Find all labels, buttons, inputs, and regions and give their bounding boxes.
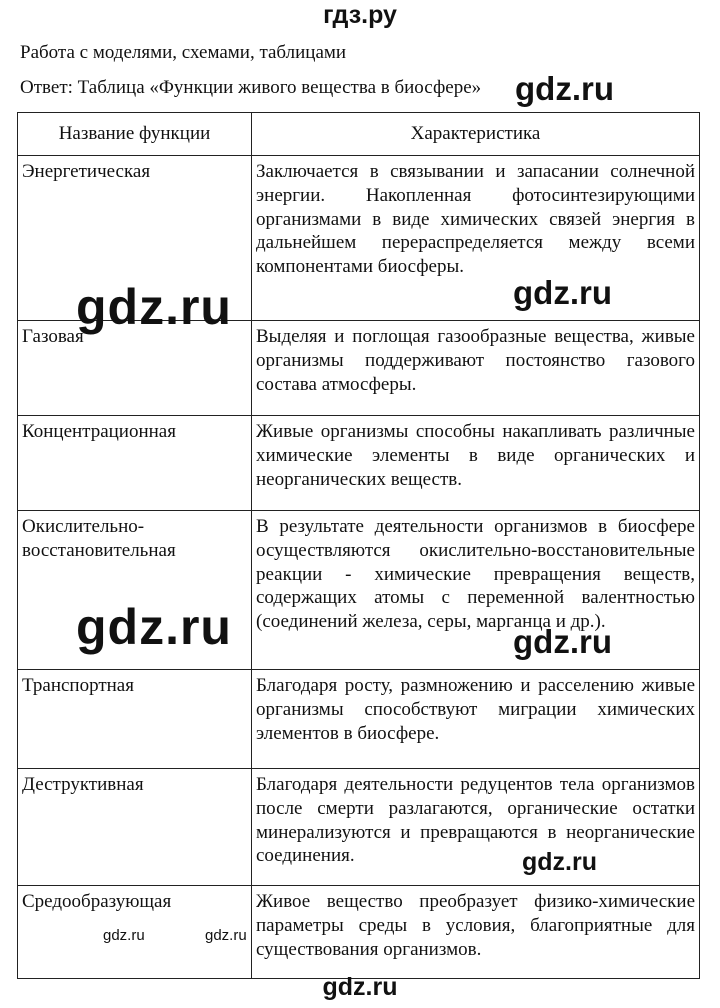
function-name-cell: Окислительно-восстановительная	[18, 511, 252, 670]
answer-line: Ответ: Таблица «Функции живого вещества в биосфере»	[20, 77, 482, 98]
watermark-medium: gdz.ru	[513, 623, 612, 660]
site-header: гдз.ру	[323, 1, 397, 29]
watermark-small: gdz.ru	[522, 848, 597, 876]
function-name-cell: Деструктивная	[18, 769, 252, 886]
table-row	[18, 416, 700, 511]
table-header-row	[18, 113, 700, 156]
watermark-tiny: gdz.ru	[205, 927, 247, 944]
function-description-cell: В результате деятельности организмов в биосфере осуществляются окислительно-восстановительные реакции - химические превращения веществ, содержащих атомы с переменной валентностью (соединений железа, серы, марганца и др.).	[252, 511, 700, 670]
watermark-medium: gdz.ru	[513, 274, 612, 311]
section-title: Работа с моделями, схемами, таблицами	[20, 42, 347, 63]
function-name-cell: Транспортная	[18, 670, 252, 769]
watermark-large: gdz.ru	[76, 279, 232, 335]
watermark-top-right: gdz.ru	[515, 70, 614, 107]
function-name-cell: Средообразующая	[18, 886, 252, 979]
function-description-cell: Живое вещество преобразует физико-химические параметры среды в условия, благоприятные для существования организмов.	[252, 886, 700, 979]
function-description-cell: Благодаря росту, размножению и расселению живые организмы способствуют миграции химических элементов в биосфере.	[252, 670, 700, 769]
site-footer: gdz.ru	[322, 973, 398, 1001]
header-characteristic: Характеристика	[252, 113, 700, 156]
function-name-cell: Концентрационная	[18, 416, 252, 511]
watermark-large: gdz.ru	[76, 599, 232, 655]
function-description-cell: Благодаря деятельности редуцентов тела организмов после смерти разлагаются, органические остатки минерализуются и превращаются в неорганические соединения.	[252, 769, 700, 886]
watermark-tiny: gdz.ru	[103, 927, 145, 944]
function-description-cell: Заключается в связывании и запасании солнечной энергии. Накопленная фотосинтезирующими организмами в виде химических связей энергия в дальнейшем перераспределяется между всеми компонентами биосферы.	[252, 156, 700, 321]
header-function-name: Название функции	[18, 113, 252, 156]
function-description-cell: Живые организмы способны накапливать различные химические элементы в виде органических и неорганических веществ.	[252, 416, 700, 511]
function-description-cell: Выделяя и поглощая газообразные вещества, живые организмы поддерживают постоянство газового состава атмосферы.	[252, 321, 700, 416]
functions-table	[17, 112, 700, 979]
function-name-cell: Газовая	[18, 321, 252, 416]
table-row	[18, 670, 700, 769]
function-name-cell: Энергетическая	[18, 156, 252, 321]
table-row	[18, 769, 700, 886]
